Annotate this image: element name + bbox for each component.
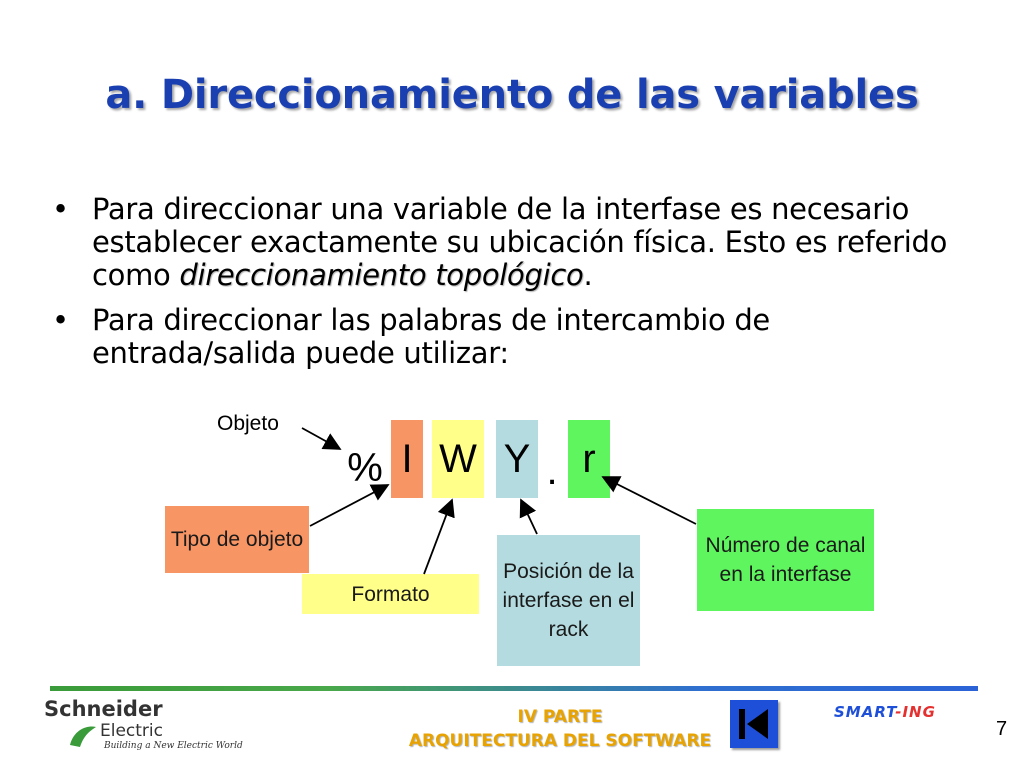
arrow-objeto: [302, 428, 340, 449]
first-slide-button[interactable]: [730, 700, 778, 748]
object-label: Objeto: [217, 412, 279, 435]
arrow-tipo: [310, 485, 388, 526]
letter-r-box: r: [568, 420, 610, 498]
arrow-numero: [603, 477, 696, 524]
bullet-text: Para direccionar las palabras de intercambio de entrada/salida puede utilizar:: [92, 303, 770, 370]
tipo-objeto-box: Tipo de objeto: [165, 506, 309, 573]
footer-part: IV PARTE: [517, 707, 603, 727]
bullet-dot: •: [52, 192, 69, 226]
smart-ing-logo: SMART-ING: [834, 703, 936, 721]
footer-subtitle: ARQUITECTURA DEL SOFTWARE: [408, 731, 712, 751]
letter-i-box: I: [391, 420, 423, 498]
schneider-leaf-icon: [68, 725, 98, 749]
percent-symbol: %: [347, 445, 383, 490]
bullet-text: Para direccionar una variable de la interfase es necesario establecer exactamente su ubicación física. Esto es referido como: [92, 192, 948, 292]
footer-divider: [50, 686, 978, 691]
skip-to-start-icon: [730, 700, 778, 748]
numero-canal-box: Número de canal en la interfase: [697, 509, 874, 611]
bullet-tail: .: [583, 258, 593, 292]
letter-w-box: W: [432, 420, 484, 498]
letter-y-box: Y: [496, 420, 538, 498]
posicion-box: Posición de la interfase en el rack: [497, 535, 640, 666]
schneider-logo: Schneider Electric Building a New Electric World: [44, 697, 243, 751]
page-number: 7: [996, 718, 1008, 740]
emphasis-text: direccionamiento topológico: [179, 258, 584, 292]
slide-title: a. Direccionamiento de las variables: [105, 72, 919, 118]
arrow-posicion: [521, 500, 537, 534]
bullet-dot: •: [52, 303, 69, 337]
arrow-formato: [424, 500, 452, 574]
formato-box: Formato: [302, 574, 479, 614]
dot-separator: .: [546, 448, 558, 493]
